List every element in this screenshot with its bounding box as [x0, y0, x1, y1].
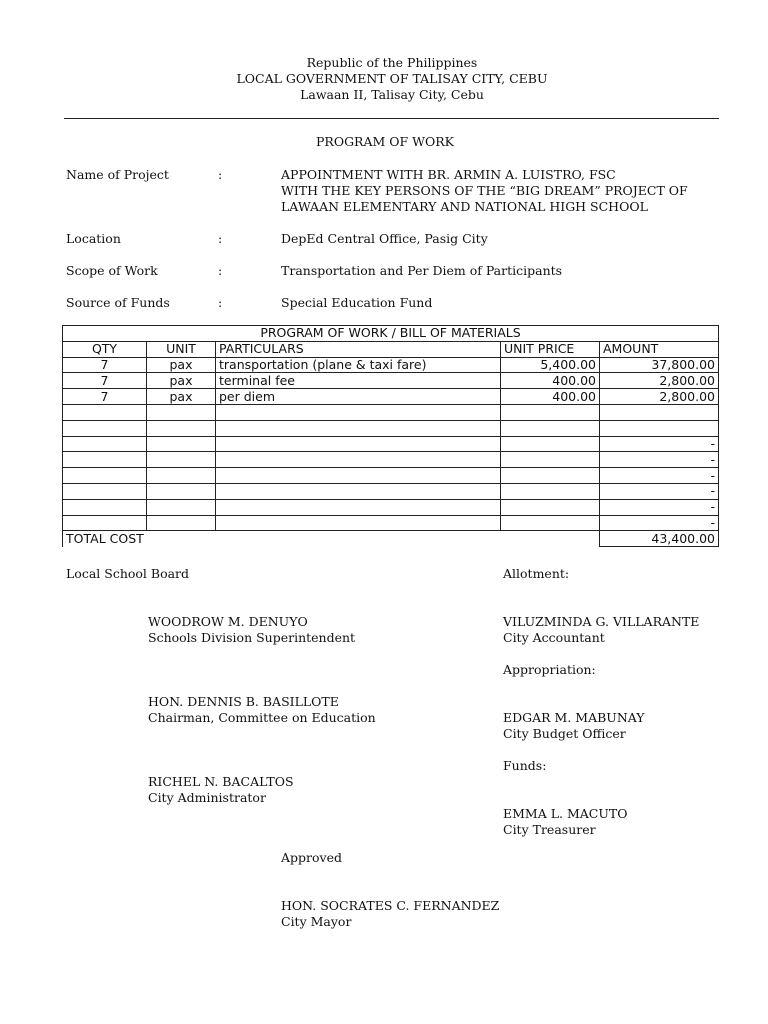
header-qty: QTY [63, 341, 147, 357]
table-row [63, 436, 719, 452]
cell-amount [600, 404, 719, 420]
location-value: DepEd Central Office, Pasig City [281, 231, 488, 246]
cell-unit-price [501, 515, 600, 531]
header-address: Lawaan II, Talisay City, Cebu [300, 87, 484, 102]
cell-qty: 7 [63, 389, 147, 405]
scope-colon: : [218, 263, 223, 278]
cell-particulars [216, 420, 501, 436]
cell-qty [63, 452, 147, 468]
cell-unit [147, 404, 216, 420]
project-colon: : [218, 167, 223, 182]
cell-qty: 7 [63, 357, 147, 373]
cell-qty [63, 404, 147, 420]
cell-unit [147, 483, 216, 499]
header-unit-price: UNIT PRICE [501, 341, 600, 357]
cell-amount [600, 420, 719, 436]
table-row [63, 404, 719, 420]
cell-particulars [216, 515, 501, 531]
table-header-row [63, 341, 719, 357]
cell-unit [147, 452, 216, 468]
allotment-label: Allotment: [503, 566, 570, 581]
funds-value: Special Education Fund [281, 295, 433, 310]
table-title: PROGRAM OF WORK / BILL OF MATERIALS [63, 326, 719, 342]
cell-unit-price: 400.00 [501, 373, 600, 389]
table-row [63, 420, 719, 436]
cell-particulars [216, 452, 501, 468]
cell-unit-price [501, 452, 600, 468]
signatory-name: WOODROW M. DENUYO [148, 614, 308, 629]
table-title-row [63, 326, 719, 342]
total-row [63, 531, 719, 547]
signatory-title: City Treasurer [503, 822, 596, 837]
cell-unit [147, 420, 216, 436]
signatory-name: RICHEL N. BACALTOS [148, 774, 294, 789]
cell-qty [63, 468, 147, 484]
cell-particulars: terminal fee [216, 373, 501, 389]
total-label: TOTAL COST [63, 531, 600, 547]
table-row [63, 515, 719, 531]
table-row [63, 373, 719, 389]
cell-particulars [216, 483, 501, 499]
scope-value: Transportation and Per Diem of Participants [281, 263, 563, 278]
cell-qty [63, 515, 147, 531]
cell-unit: pax [147, 357, 216, 373]
table-row [63, 499, 719, 515]
project-label: Name of Project [66, 167, 169, 182]
signatory-title: City Budget Officer [503, 726, 626, 741]
cell-particulars: per diem [216, 389, 501, 405]
cell-unit-price [501, 483, 600, 499]
signatory-name: EDGAR M. MABUNAY [503, 710, 645, 725]
project-line-3: LAWAAN ELEMENTARY AND NATIONAL HIGH SCHOOL [281, 199, 648, 214]
cell-unit-price [501, 436, 600, 452]
table-row [63, 483, 719, 499]
cell-amount: 37,800.00 [600, 357, 719, 373]
local-school-board-label: Local School Board [66, 566, 190, 581]
cell-unit [147, 499, 216, 515]
funds-label: Source of Funds [66, 295, 170, 310]
cell-unit: pax [147, 373, 216, 389]
cell-unit [147, 436, 216, 452]
table-row [63, 452, 719, 468]
cell-amount: - [600, 452, 719, 468]
approved-label: Approved [281, 850, 342, 865]
cell-particulars [216, 436, 501, 452]
signatory-title: Chairman, Committee on Education [148, 710, 376, 725]
cell-particulars: transportation (plane & taxi fare) [216, 357, 501, 373]
cell-unit-price: 5,400.00 [501, 357, 600, 373]
funds-colon: : [218, 295, 223, 310]
location-label: Location [66, 231, 121, 246]
cell-unit-price [501, 499, 600, 515]
signatory-name: HON. DENNIS B. BASILLOTE [148, 694, 339, 709]
cell-qty [63, 436, 147, 452]
signatory-name: EMMA L. MACUTO [503, 806, 628, 821]
project-line-2: WITH THE KEY PERSONS OF THE “BIG DREAM” PROJECT OF [281, 183, 688, 198]
mayor-name: HON. SOCRATES C. FERNANDEZ [281, 898, 500, 913]
cell-particulars [216, 404, 501, 420]
mayor-title: City Mayor [281, 914, 352, 929]
signatory-name: VILUZMINDA G. VILLARANTE [503, 614, 700, 629]
cell-qty: 7 [63, 373, 147, 389]
header-lgu: LOCAL GOVERNMENT OF TALISAY CITY, CEBU [236, 71, 548, 86]
cell-amount: - [600, 468, 719, 484]
cell-amount: 2,800.00 [600, 373, 719, 389]
signatory-title: City Accountant [503, 630, 605, 645]
cell-unit [147, 515, 216, 531]
cell-qty [63, 483, 147, 499]
funds-heading: Funds: [503, 758, 547, 773]
cell-qty [63, 420, 147, 436]
cell-amount: - [600, 499, 719, 515]
table-row [63, 389, 719, 405]
cell-unit-price [501, 468, 600, 484]
table-row [63, 357, 719, 373]
header-unit: UNIT [147, 341, 216, 357]
cell-unit-price: 400.00 [501, 389, 600, 405]
header-particulars: PARTICULARS [216, 341, 501, 357]
cell-amount: - [600, 436, 719, 452]
cell-unit-price [501, 420, 600, 436]
cell-qty [63, 499, 147, 515]
total-amount: 43,400.00 [600, 531, 719, 547]
bill-of-materials-table [62, 325, 719, 547]
cell-unit [147, 468, 216, 484]
header-divider [64, 118, 719, 119]
cell-particulars [216, 468, 501, 484]
location-colon: : [218, 231, 223, 246]
cell-unit: pax [147, 389, 216, 405]
project-line-1: APPOINTMENT WITH BR. ARMIN A. LUISTRO, FSC [281, 167, 616, 182]
cell-amount: - [600, 483, 719, 499]
scope-label: Scope of Work [66, 263, 158, 278]
signatory-title: City Administrator [148, 790, 266, 805]
cell-amount: 2,800.00 [600, 389, 719, 405]
table-row [63, 468, 719, 484]
appropriation-label: Appropriation: [503, 662, 596, 677]
cell-unit-price [501, 404, 600, 420]
header-republic: Republic of the Philippines [306, 55, 478, 70]
document-title: PROGRAM OF WORK [316, 134, 455, 149]
signatory-title: Schools Division Superintendent [148, 630, 356, 645]
cell-particulars [216, 499, 501, 515]
header-amount: AMOUNT [600, 341, 719, 357]
cell-amount: - [600, 515, 719, 531]
